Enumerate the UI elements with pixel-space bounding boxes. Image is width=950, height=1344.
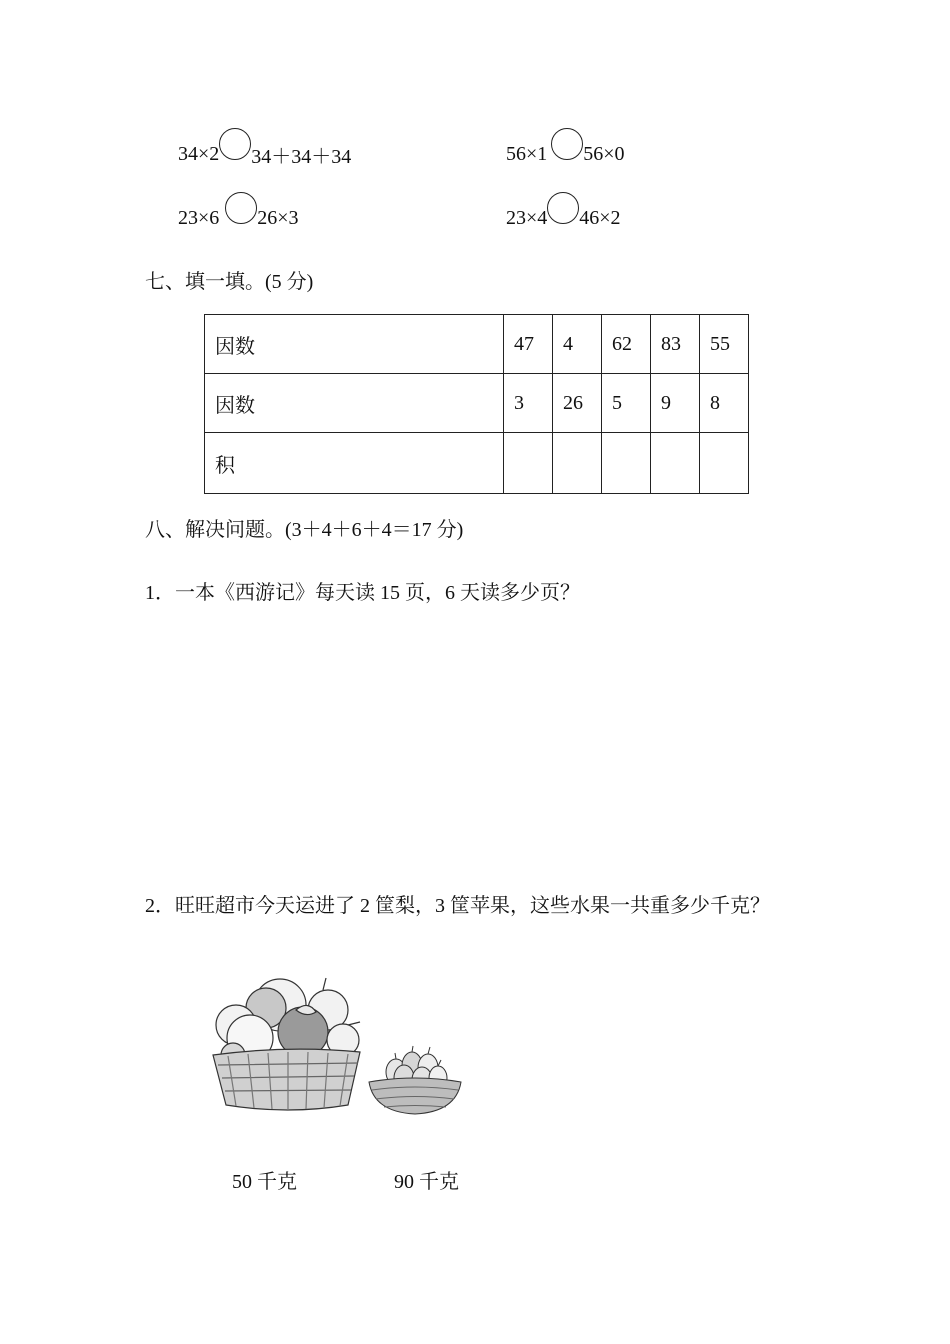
answer-cell[interactable] [504, 433, 553, 494]
table-cell: 83 [651, 315, 700, 374]
apple-basket-label: 50 千克 [232, 1171, 297, 1193]
table-row [205, 433, 749, 494]
apple-basket-icon [208, 970, 368, 1115]
table-cell: 26 [553, 374, 602, 433]
comparison-right: 56×0 [583, 142, 625, 165]
section-8-title: 八、解决问题。(3＋4＋6＋4＝17 分) [145, 519, 464, 541]
table-cell: 8 [700, 374, 749, 433]
factor-table [204, 314, 749, 494]
answer-cell[interactable] [651, 433, 700, 494]
row-label: 积 [205, 433, 504, 494]
table-row [205, 315, 749, 374]
answer-circle[interactable] [225, 192, 257, 224]
table-cell: 55 [700, 315, 749, 374]
comparison-left: 34×2 [178, 142, 220, 165]
comparison-left: 23×6 [178, 206, 220, 229]
comparison-left: 23×4 [506, 206, 548, 229]
table-cell: 3 [504, 374, 553, 433]
comparison-1 [178, 138, 351, 170]
row-label: 因数 [205, 315, 504, 374]
table-cell: 4 [553, 315, 602, 374]
answer-cell[interactable] [602, 433, 651, 494]
pear-basket-label: 90 千克 [394, 1171, 459, 1193]
comparison-3 [178, 202, 299, 234]
comparison-right: 46×2 [579, 206, 621, 229]
answer-circle[interactable] [219, 128, 251, 160]
comparison-2 [506, 138, 625, 170]
table-cell: 5 [602, 374, 651, 433]
answer-circle[interactable] [551, 128, 583, 160]
row-label: 因数 [205, 374, 504, 433]
comparison-left: 56×1 [506, 142, 548, 165]
table-cell: 47 [504, 315, 553, 374]
pear-basket-icon [366, 1042, 464, 1117]
problem-1: 1．一本《西游记》每天读 15 页，6 天读多少页？ [145, 582, 580, 604]
answer-cell[interactable] [700, 433, 749, 494]
answer-cell[interactable] [553, 433, 602, 494]
table-row [205, 374, 749, 433]
comparison-4 [506, 202, 621, 234]
problem-2: 2．旺旺超市今天运进了 2 筐梨，3 筐苹果，这些水果一共重多少千克？ [145, 895, 770, 917]
comparison-right: 34＋34＋34 [251, 145, 352, 168]
table-cell: 62 [602, 315, 651, 374]
section-7-title: 七、填一填。(5 分) [145, 271, 314, 293]
table-cell: 9 [651, 374, 700, 433]
comparison-right: 26×3 [257, 206, 299, 229]
answer-circle[interactable] [547, 192, 579, 224]
